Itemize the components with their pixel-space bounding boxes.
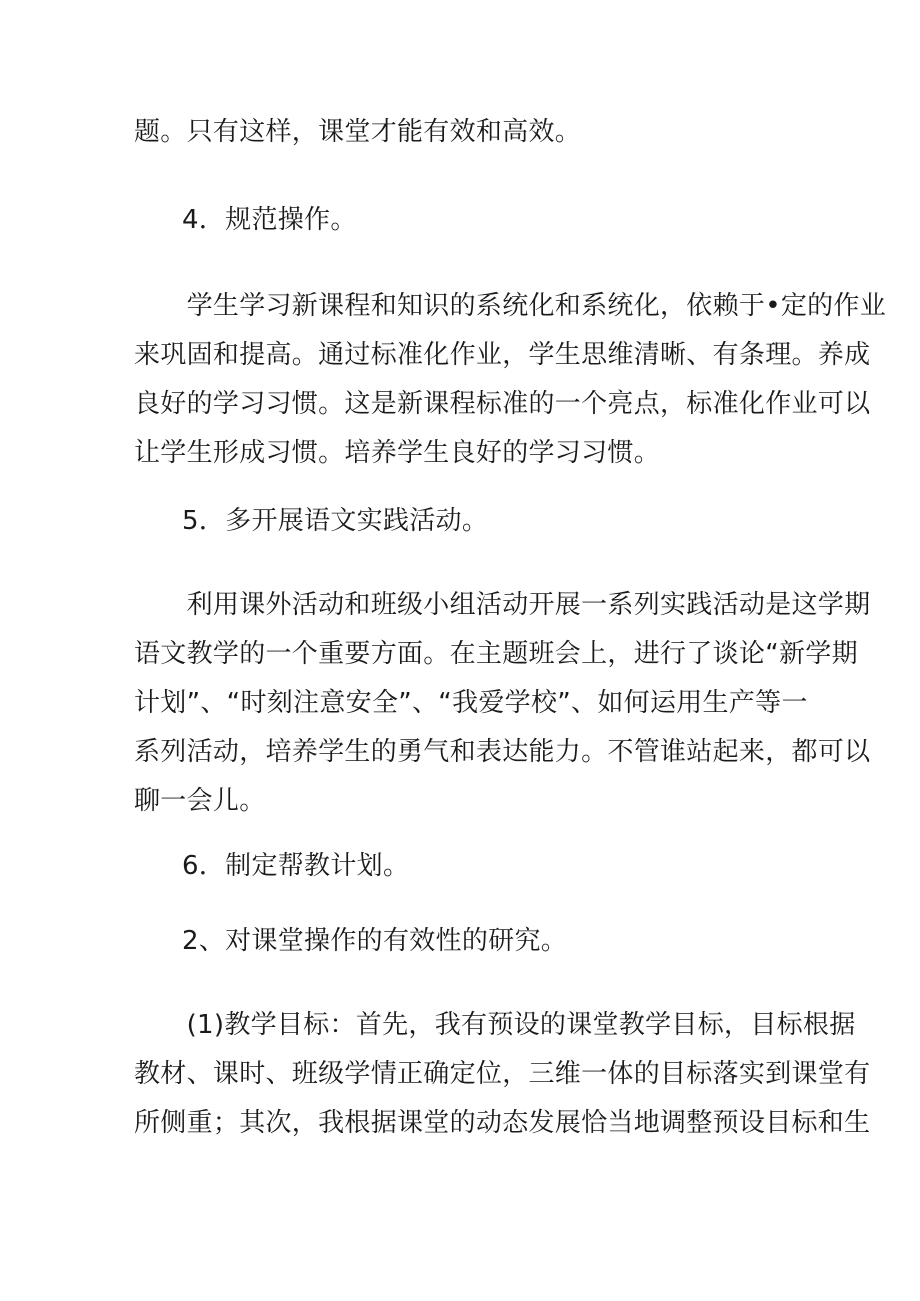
text-line: 利用课外活动和班级小组活动开展一系列实践活动是这学期	[134, 590, 871, 620]
text-line: 教材、课时、班级学情正确定位，三维一体的目标落实到课堂有	[134, 1059, 871, 1089]
text-line: 让学生形成习惯。培养学生良好的学习习惯。	[134, 438, 661, 468]
text-line: (1)教学目标：首先，我有预设的课堂教学目标，目标根据	[134, 1010, 856, 1040]
text-line: 题。只有这样，课堂才能有效和高效。	[134, 117, 582, 147]
section-heading-5	[182, 497, 842, 546]
text-line: 语文教学的一个重要方面。在主题班会上，进行了谈论“新学期	[134, 639, 858, 669]
section-heading-4	[182, 196, 842, 245]
text-line: 计划”、“时刻注意安全”、“我爱学校”、如何运用生产等一	[134, 688, 808, 718]
paragraph-standard-homework	[134, 282, 887, 478]
text-line: 5．多开展语文实践活动。	[182, 506, 489, 536]
text-line: 所侧重；其次，我根据课堂的动态发展恰当地调整预设目标和生	[134, 1108, 871, 1138]
text-line: 来巩固和提高。通过标准化作业，学生思维清晰、有条理。养成	[134, 340, 871, 370]
text-line: 聊一会儿。	[134, 786, 266, 816]
text-line: 4．规范操作。	[182, 205, 357, 235]
paragraph-practice-activities	[134, 581, 871, 826]
section-heading-2	[182, 917, 842, 966]
text-line: 2、对课堂操作的有效性的研究。	[182, 926, 568, 956]
text-line: 6．制定帮教计划。	[182, 851, 410, 881]
section-heading-6	[182, 842, 842, 891]
text-line: 学生学习新课程和知识的系统化和系统化，依赖于•定的作业	[134, 291, 887, 321]
paragraph-teaching-goals	[134, 1001, 871, 1148]
paragraph-continuation	[134, 108, 794, 157]
text-line: 良好的学习习惯。这是新课程标准的一个亮点，标准化作业可以	[134, 389, 871, 419]
text-line: 系列活动，培养学生的勇气和表达能力。不管谁站起来，都可以	[134, 737, 871, 767]
